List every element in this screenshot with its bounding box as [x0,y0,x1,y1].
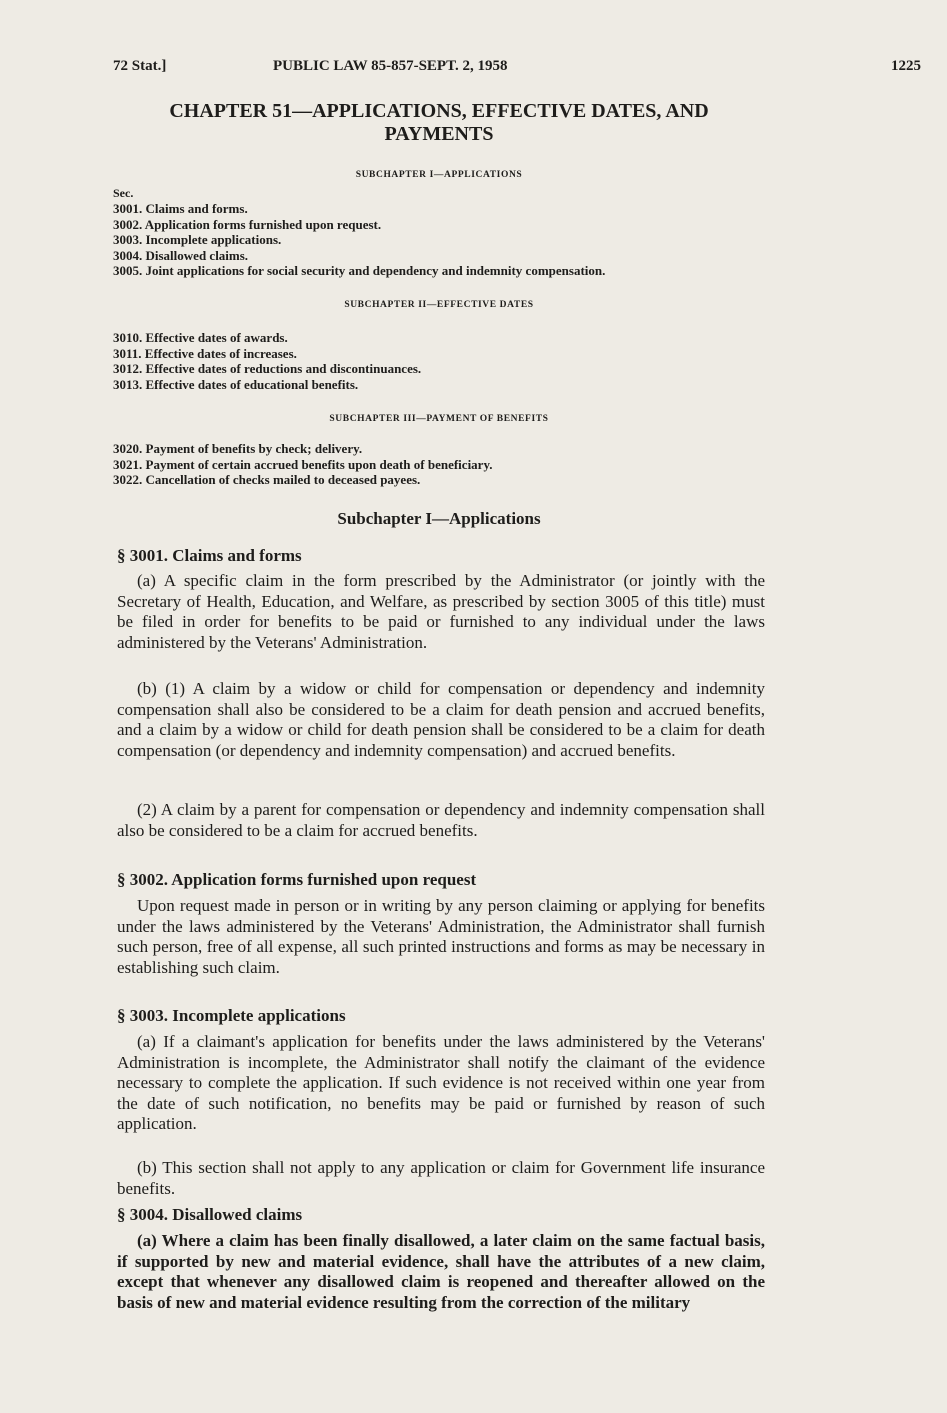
toc-subchapter-3-list [113,441,765,488]
toc-item: 3003. Incomplete applications. [113,232,282,247]
toc-item: 3012. Effective dates of reductions and discontinuances. [113,361,422,376]
section-3004-heading: § 3004. Disallowed claims [117,1205,303,1224]
section-3001-paragraph-b1: (b) (1) A claim by a widow or child for compensation or dependency and indemnity compensation shall also be considered to be a claim for death pension and accrued benefits, and a claim by a widow or child for death pension shall be considered to be a claim for death compensation (or dependency and indemnity compensation) and accrued benefits. [117,679,765,760]
toc-item: 3002. Application forms furnished upon request. [113,216,382,232]
toc-item: 3005. Joint applications for social security and dependency and indemnity compensation. [113,263,606,278]
toc-item: 3020. Payment of benefits by check; delivery. [113,441,363,456]
toc-item: 3010. Effective dates of awards. [113,330,288,345]
subchapter-heading: Subchapter I—Applications [337,509,541,528]
page-number: 1225 [891,58,921,74]
toc-sec-label: Sec. [113,186,134,200]
toc-item: 3022. Cancellation of checks mailed to deceased payees. [113,472,421,487]
toc-subchapter-1-list [113,201,765,279]
toc-item: 3021. Payment of certain accrued benefits upon death of beneficiary. [113,456,493,472]
toc-subchapter-3-heading: SUBCHAPTER III—PAYMENT OF BENEFITS [329,414,549,424]
section-3003-paragraph-b: (b) This section shall not apply to any application or claim for Government life insurance benefits. [117,1158,765,1198]
toc-subchapter-1-heading: SUBCHAPTER I—APPLICATIONS [355,170,523,180]
section-3004-paragraph-a: (a) Where a claim has been finally disallowed, a later claim on the same factual basis, if supported by new and material evidence, shall have the attributes of a new claim, except that whenever any disallowed claim is reopened and thereafter allowed on the basis of new and material evidence resulting from the correction of the military [117,1231,765,1312]
toc-subchapter-2-heading: SUBCHAPTER II—EFFECTIVE DATES [344,300,534,310]
section-3001-paragraph-a: (a) A specific claim in the form prescribed by the Administrator (or jointly with the Secretary of Health, Education, and Welfare, as prescribed by section 3005 of this title) must be filed in order for benefits to be paid or furnished to any individual under the laws administered by the Veterans' Administration. [117,571,765,652]
section-3002-paragraph: Upon request made in person or in writing by any person claiming or applying for benefits under the laws administered by the Veterans' Administration, the Administrator shall furnish such person, free of all expense, all such printed instructions and forms as may be necessary in establishing such claim. [117,896,765,977]
running-head [113,58,921,82]
section-3003-heading: § 3003. Incomplete applications [117,1006,346,1025]
section-3002-heading: § 3002. Application forms furnished upon request [117,870,477,889]
section-3003-paragraph-a: (a) If a claimant's application for benefits under the laws administered by the Veterans' Administration is incomplete, the Administrator shall notify the claimant of the evidence necessary to complete the application. If such evidence is not received within one year from the date of such notification, no benefits may be paid or furnished by reason of such application. [117,1032,765,1133]
chapter-title: CHAPTER 51—APPLICATIONS, EFFECTIVE DATES, AND PAYMENTS [169,100,709,145]
toc-item: 3013. Effective dates of educational benefits. [113,376,359,392]
toc-item: 3004. Disallowed claims. [113,247,249,263]
toc-subchapter-2-list [113,330,765,392]
toc-item: 3011. Effective dates of increases. [113,345,297,361]
section-3001-heading: § 3001. Claims and forms [117,546,302,565]
section-3001-paragraph-b2: (2) A claim by a parent for compensation or dependency and indemnity compensation shall also be considered to be a claim for accrued benefits. [117,800,765,840]
statute-citation: 72 Stat.] [113,58,167,74]
public-law-citation: PUBLIC LAW 85-857-SEPT. 2, 1958 [273,58,508,74]
toc-item: 3001. Claims and forms. [113,201,248,216]
